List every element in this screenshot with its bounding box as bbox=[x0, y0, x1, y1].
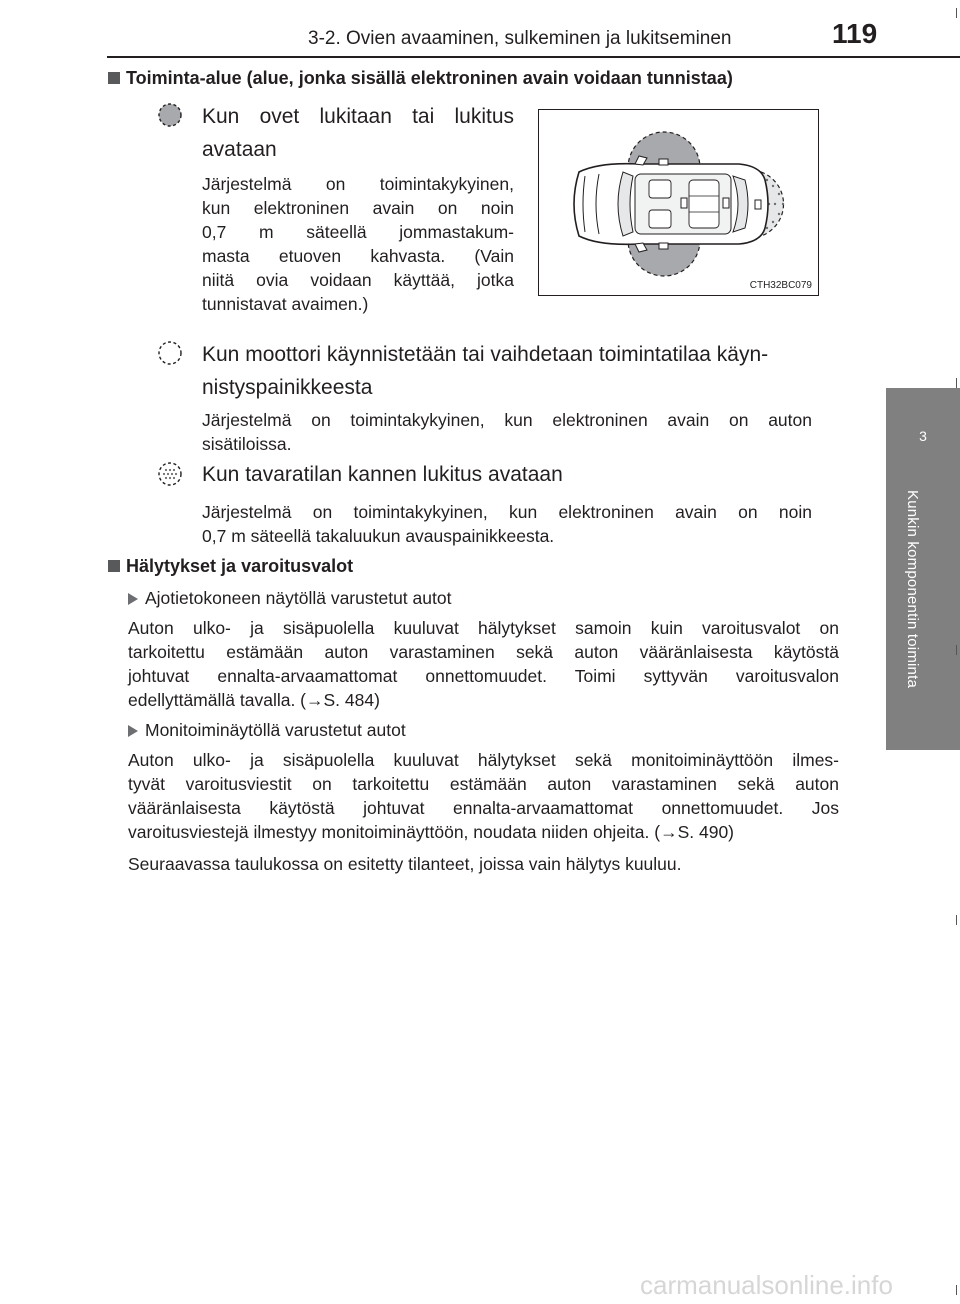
figure-code: CTH32BC079 bbox=[749, 280, 812, 291]
text-line: Auton ulko- ja sisäpuolella kuuluvat hälytykset samoin kuin varoitusvalot on bbox=[128, 618, 839, 638]
paragraph-trip-computer bbox=[128, 616, 839, 712]
sub-heading-multi-display bbox=[128, 718, 828, 742]
text-line: johtuvat ennalta-arvaamattomat onnettomuudet. Toimi syttyvän varoitusvalon bbox=[128, 666, 839, 686]
triangle-bullet-icon bbox=[128, 725, 138, 737]
sub-heading-text: Monitoiminäytöllä varustetut autot bbox=[145, 720, 406, 740]
text-line: 0,7 m säteellä jommastakum- bbox=[202, 222, 514, 242]
zone-a-description bbox=[202, 172, 514, 316]
text-line: varoitusviestejä ilmestyy monitoiminäyttöön, noudata niiden ohjeita. (→S. 490) bbox=[128, 822, 735, 842]
section-heading-range bbox=[108, 68, 733, 89]
zone-a-title-line: Kun ovet lukitaan tai lukitus bbox=[202, 105, 514, 128]
edge-mark bbox=[956, 378, 957, 388]
page-number: 119 bbox=[832, 18, 878, 49]
paragraph-multi-display bbox=[128, 748, 839, 844]
sub-heading-trip-computer bbox=[128, 586, 828, 610]
watermark: carmanualsonline.info bbox=[640, 1270, 893, 1300]
section-heading-alarms bbox=[108, 556, 353, 577]
chapter-label: Kunkin komponentin toiminta bbox=[904, 490, 921, 689]
edge-mark bbox=[956, 8, 957, 18]
car-top-view-illustration bbox=[539, 110, 817, 294]
closing-paragraph: Seuraavassa taulukossa on esitetty tilanteet, joissa vain hälytys kuuluu. bbox=[128, 854, 682, 874]
edge-mark bbox=[956, 1285, 957, 1295]
zone-b-title-line: Kun moottori käynnistetään tai vaihdetaan toimintatilaa käyn- bbox=[202, 343, 769, 366]
text-line: 0,7 m säteellä takaluukun avauspainikkeesta. bbox=[202, 526, 555, 546]
square-bullet-icon bbox=[108, 560, 120, 572]
text-line: Järjestelmä on toimintakykyinen, kun elektroninen avain on auton bbox=[202, 410, 812, 430]
zone-a-title bbox=[202, 100, 514, 166]
section-heading-text: Toiminta-alue (alue, jonka sisällä elektroninen avain voidaan tunnistaa) bbox=[126, 68, 733, 88]
dotted-circle-icon bbox=[157, 461, 183, 487]
text-line: kun elektroninen avain on noin bbox=[202, 198, 514, 218]
text-line: tarkoitettu estämään auton varastaminen sekä auton vääränlaisesta käytöstä bbox=[128, 642, 839, 662]
edge-mark bbox=[956, 915, 957, 925]
dashed-outline-circle-icon bbox=[157, 340, 183, 366]
text-line: sisätiloissa. bbox=[202, 434, 292, 454]
running-header-title: 3-2. Ovien avaaminen, sulkeminen ja lukitseminen bbox=[308, 28, 732, 49]
text-line: Auton ulko- ja sisäpuolella kuuluvat hälytykset sekä monitoiminäyttöön ilmes- bbox=[128, 750, 839, 770]
sub-heading-text: Ajotietokoneen näytöllä varustetut autot bbox=[145, 588, 452, 608]
chapter-label-container bbox=[904, 490, 934, 750]
text-line: vääränlaisesta käytöstä johtuvat ennalta-arvaamattomat onnettomuudet. Jos bbox=[128, 798, 839, 818]
chapter-number: 3 bbox=[919, 428, 927, 444]
text-line: masta etuoven kahvasta. (Vain bbox=[202, 246, 514, 266]
dashed-circle-icon bbox=[157, 102, 183, 128]
zone-c-title: Kun tavaratilan kannen lukitus avataan bbox=[202, 463, 563, 486]
zone-a-title-line: avataan bbox=[202, 138, 277, 161]
text-line: Järjestelmä on toimintakykyinen, bbox=[202, 174, 514, 194]
section-heading-text: Hälytykset ja varoitusvalot bbox=[126, 556, 354, 576]
text-line: edellyttämällä tavalla. (→S. 484) bbox=[128, 690, 380, 710]
text-line: tunnistavat avaimen.) bbox=[202, 294, 369, 314]
zone-b-title bbox=[202, 338, 812, 404]
header-rule bbox=[107, 56, 960, 58]
text-line: niitä ovia voidaan käyttää, jotka bbox=[202, 270, 514, 290]
zone-b-title-line: nistyspainikkeesta bbox=[202, 376, 373, 399]
zone-b-description bbox=[202, 408, 812, 456]
zone-c-description bbox=[202, 500, 812, 548]
triangle-bullet-icon bbox=[128, 593, 138, 605]
text-line: Järjestelmä on toimintakykyinen, kun elektroninen avain on noin bbox=[202, 502, 812, 522]
edge-mark bbox=[956, 645, 957, 655]
text-line: tyvät varoitusviestit on tarkoitettu estämään auton varastaminen sekä auton bbox=[128, 774, 839, 794]
square-bullet-icon bbox=[108, 72, 120, 84]
car-range-figure bbox=[538, 109, 819, 296]
